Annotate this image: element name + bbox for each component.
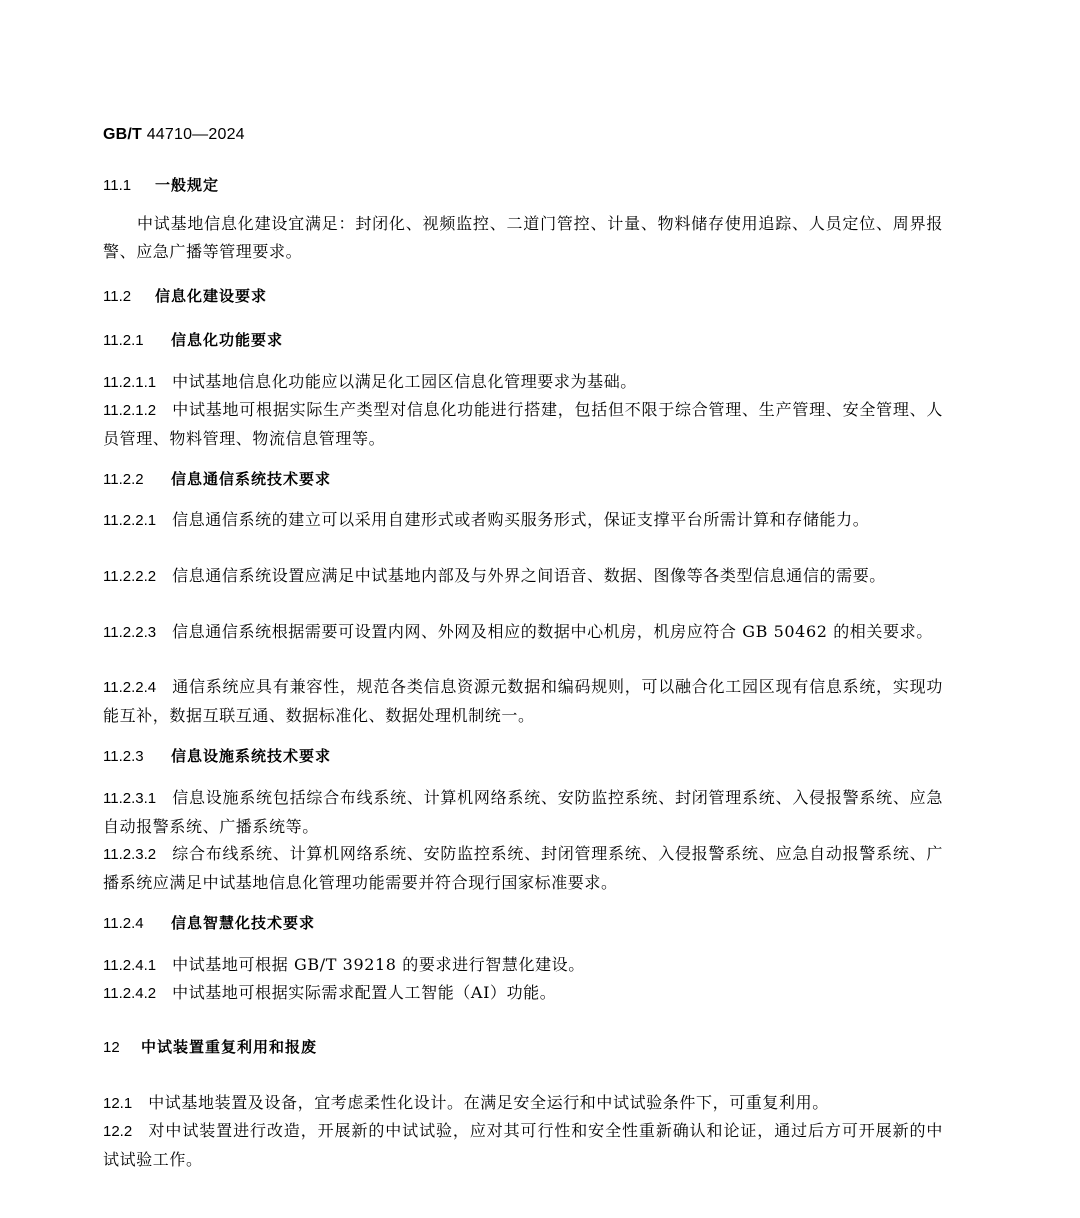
- paragraph-11-2-4-1: [103, 951, 943, 980]
- section-number: 11.2.4: [103, 915, 144, 932]
- paragraph-11-2-2-2: [103, 562, 943, 591]
- paragraph-11-2-2-4: [103, 673, 943, 730]
- section-number: 11.2.2: [103, 471, 144, 488]
- section-heading-11-2-3: [103, 745, 331, 766]
- paragraph-11-2-1-1: [103, 368, 943, 397]
- section-title: 信息智慧化技术要求: [171, 914, 316, 932]
- paragraph-11-1: [103, 210, 943, 266]
- section-heading-12: [103, 1036, 317, 1057]
- paragraph-11-2-4-2: [103, 979, 943, 1008]
- paragraph-11-2-2-1: [103, 506, 943, 535]
- paragraph-text: 对中试装置进行改造，开展新的中试试验，应对其可行性和安全性重新确认和论证，通过后方可开展新的中试试验工作。: [103, 1121, 943, 1169]
- paragraph-text: 综合布线系统、计算机网络系统、安防监控系统、封闭管理系统、入侵报警系统、应急自动报警系统、广播系统应满足中试基地信息化管理功能需要并符合现行国家标准要求。: [103, 844, 943, 892]
- paragraph-12-2: [103, 1117, 943, 1174]
- paragraph-number: 11.2.2.1: [103, 512, 157, 529]
- paragraph-number: 12.1: [103, 1095, 133, 1112]
- paragraph-number: 11.2.1.2: [103, 402, 157, 419]
- paragraph-number: 11.2.2.4: [103, 679, 157, 696]
- paragraph-number: 12.2: [103, 1123, 133, 1140]
- paragraph-text: 信息通信系统设置应满足中试基地内部及与外界之间语音、数据、图像等各类型信息通信的需要。: [172, 566, 886, 585]
- paragraph-text: 信息通信系统的建立可以采用自建形式或者购买服务形式，保证支撑平台所需计算和存储能力。: [172, 510, 870, 529]
- section-title: 信息化建设要求: [155, 287, 268, 305]
- section-title: 信息设施系统技术要求: [171, 747, 332, 765]
- standard-code-number: 44710—2024: [146, 126, 245, 143]
- paragraph-number: 11.2.1.1: [103, 374, 157, 391]
- paragraph-11-2-3-1: [103, 784, 943, 841]
- paragraph-number: 11.2.3.2: [103, 846, 157, 863]
- paragraph-number: 11.2.2.3: [103, 624, 157, 641]
- paragraph-text: 通信系统应具有兼容性，规范各类信息资源元数据和编码规则，可以融合化工园区现有信息系统，实现功能互补，数据互联互通、数据标准化、数据处理机制统一。: [103, 677, 943, 725]
- paragraph-text: 中试基地信息化建设宜满足：封闭化、视频监控、二道门管控、计量、物料储存使用追踪、人员定位、周界报警、应急广播等管理要求。: [103, 214, 943, 261]
- paragraph-text: 信息设施系统包括综合布线系统、计算机网络系统、安防监控系统、封闭管理系统、入侵报警系统、应急自动报警系统、广播系统等。: [103, 788, 943, 836]
- section-heading-11-2-2: [103, 468, 331, 489]
- paragraph-number: 11.2.4.1: [103, 957, 157, 974]
- section-heading-11-2: [103, 285, 267, 306]
- section-heading-11-2-1: [103, 329, 283, 350]
- section-number: 11.2.1: [103, 332, 144, 349]
- section-title: 信息化功能要求: [171, 331, 284, 349]
- paragraph-11-2-1-2: [103, 396, 943, 453]
- section-number: 11.2: [103, 288, 132, 305]
- paragraph-number: 11.2.2.2: [103, 568, 157, 585]
- paragraph-number: 11.2.3.1: [103, 790, 157, 807]
- paragraph-11-2-3-2: [103, 840, 943, 897]
- standard-code-prefix: GB/T: [103, 126, 143, 143]
- section-number: 11.1: [103, 177, 132, 194]
- section-title: 信息通信系统技术要求: [171, 470, 332, 488]
- paragraph-number: 11.2.4.2: [103, 985, 157, 1002]
- paragraph-text: 中试基地装置及设备，宜考虑柔性化设计。在满足安全运行和中试试验条件下，可重复利用。: [148, 1093, 829, 1112]
- paragraph-text: 信息通信系统根据需要可设置内网、外网及相应的数据中心机房，机房应符合 GB 50462 的相关要求。: [172, 622, 933, 641]
- section-heading-11-2-4: [103, 912, 315, 933]
- section-number: 11.2.3: [103, 748, 144, 765]
- paragraph-text: 中试基地可根据 GB/T 39218 的要求进行智慧化建设。: [172, 955, 585, 974]
- section-number: 12: [103, 1039, 120, 1056]
- paragraph-text: 中试基地可根据实际生产类型对信息化功能进行搭建，包括但不限于综合管理、生产管理、安全管理、人员管理、物料管理、物流信息管理等。: [103, 400, 943, 448]
- section-title: 一般规定: [155, 176, 220, 194]
- standard-code: [103, 126, 245, 144]
- paragraph-text: 中试基地可根据实际需求配置人工智能（AI）功能。: [172, 983, 557, 1002]
- paragraph-11-2-2-3: [103, 618, 943, 647]
- paragraph-text: 中试基地信息化功能应以满足化工园区信息化管理要求为基础。: [172, 372, 637, 391]
- paragraph-12-1: [103, 1089, 943, 1118]
- section-title: 中试装置重复利用和报废: [141, 1038, 318, 1056]
- section-heading-11-1: [103, 174, 219, 195]
